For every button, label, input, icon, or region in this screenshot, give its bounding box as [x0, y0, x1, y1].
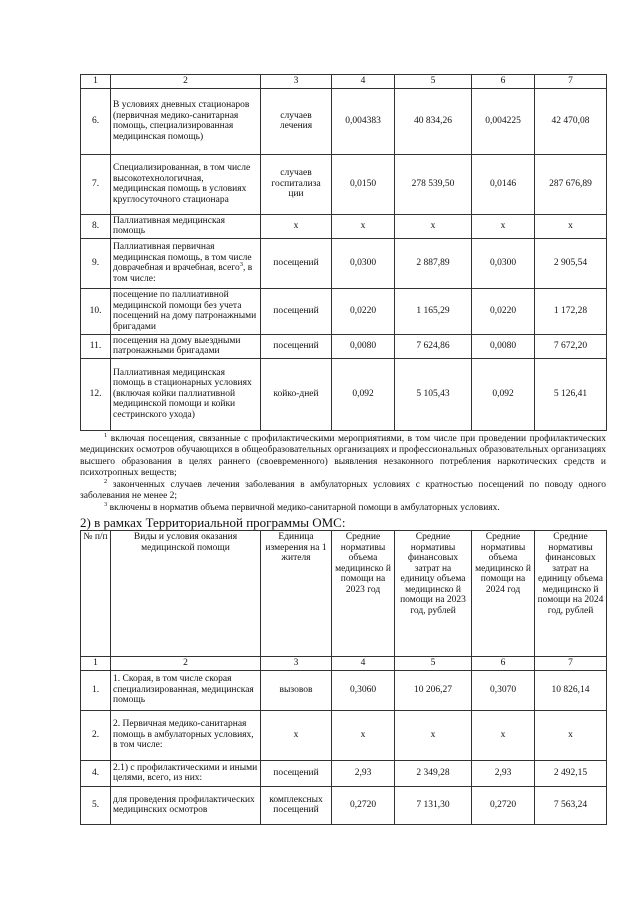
column-number-row: [81, 657, 607, 671]
row-cost-2023: 40 834,26: [395, 88, 472, 154]
row-unit: койко-дней: [261, 358, 332, 430]
row-name: посещения на дому выездными патронажными бригадами: [111, 334, 261, 358]
row-name: [111, 238, 261, 288]
row-name: 2.1) с профилактическими и иными целями, всего, из них:: [111, 760, 261, 786]
row-volume-2024: 2,93: [472, 760, 535, 786]
row-cost-2024: 2 905,54: [535, 238, 607, 288]
row-name: для проведения профилактических медицинских осмотров: [111, 786, 261, 824]
row-volume-2024: х: [472, 710, 535, 760]
section-title: 2) в рамках Территориальной программы ОМС:: [80, 515, 346, 530]
col-number: 4: [332, 657, 395, 671]
row-volume-2024: 0,004225: [472, 88, 535, 154]
row-volume-2023: 0,2720: [332, 786, 395, 824]
row-number: 4.: [81, 760, 111, 786]
row-cost-2023: 10 206,27: [395, 670, 472, 710]
col-number: 5: [395, 657, 472, 671]
row-cost-2024: 5 126,41: [535, 358, 607, 430]
row-cost-2024: 1 172,28: [535, 288, 607, 334]
row-volume-2024: 0,0080: [472, 334, 535, 358]
row-name: Специализированная, в том числе высокотехнологичная, медицинская помощь в условиях круглосуточного стационара: [111, 154, 261, 214]
row-unit: х: [261, 710, 332, 760]
footnote-3: [80, 500, 606, 515]
table-row: [81, 88, 607, 154]
col-number: 1: [81, 75, 111, 89]
footnote-text: законченных случаев лечения заболевания в амбулаторных условиях с кратностью посещений по поводу одного заболевания не менее 2;: [80, 479, 607, 501]
row-name: Паллиативная медицинская помощь: [111, 214, 261, 238]
row-cost-2023: х: [395, 710, 472, 760]
table-row: [81, 238, 607, 288]
row-number: 6.: [81, 88, 111, 154]
row-volume-2024: 0,3070: [472, 670, 535, 710]
row-unit: посещений: [261, 288, 332, 334]
row-cost-2023: 2 349,28: [395, 760, 472, 786]
header-cost-2024: Средние нормативы финансовых затрат на единицу объема медицинско й помощи на 2024 год, рублей: [535, 531, 607, 657]
row-number: 8.: [81, 214, 111, 238]
table-row: [81, 786, 607, 824]
footnote-ref: 3: [239, 260, 243, 268]
table-territorial-budget: [80, 74, 607, 431]
row-volume-2024: 0,0146: [472, 154, 535, 214]
row-volume-2023: 0,004383: [332, 88, 395, 154]
table-row: [81, 154, 607, 214]
table-row: [81, 288, 607, 334]
footnote-1: [80, 431, 606, 480]
row-name-text: Паллиативная первичная медицинская помощь, в том числе доврачебная и врачебная, всего: [113, 242, 252, 273]
column-number-row: [81, 75, 607, 89]
row-cost-2024: 42 470,08: [535, 88, 607, 154]
row-cost-2024: 7 672,20: [535, 334, 607, 358]
col-number: 2: [111, 657, 261, 671]
row-cost-2024: х: [535, 710, 607, 760]
row-number: 1.: [81, 670, 111, 710]
header-volume-2023: Средние нормативы объема медицинско й помощи на 2023 год: [332, 531, 395, 657]
table-row: [81, 334, 607, 358]
footnote-mark: 3: [104, 500, 108, 508]
table-row: [81, 358, 607, 430]
footnote-text: включены в норматив объема первичной медико-санитарной помощи в амбулаторных условиях.: [109, 502, 500, 513]
row-unit: случаев госпитализа ции: [261, 154, 332, 214]
row-volume-2023: 0,0300: [332, 238, 395, 288]
row-volume-2024: х: [472, 214, 535, 238]
table-row: [81, 760, 607, 786]
row-volume-2023: 0,092: [332, 358, 395, 430]
row-cost-2024: х: [535, 214, 607, 238]
footnotes: [80, 431, 607, 515]
header-unit: Единица измерения на 1 жителя: [261, 531, 332, 657]
row-volume-2024: 0,0220: [472, 288, 535, 334]
row-cost-2023: 278 539,50: [395, 154, 472, 214]
row-name: 1. Скорая, в том числе скорая специализированная, медицинская помощь: [111, 670, 261, 710]
row-number: 5.: [81, 786, 111, 824]
row-cost-2023: 2 887,89: [395, 238, 472, 288]
row-name: посещение по паллиативной медицинской помощи без учета посещений на дому патронажными бригадами: [111, 288, 261, 334]
row-cost-2023: 7 131,30: [395, 786, 472, 824]
col-number: 3: [261, 75, 332, 89]
row-cost-2024: 2 492,15: [535, 760, 607, 786]
col-number: 1: [81, 657, 111, 671]
row-volume-2023: 2,93: [332, 760, 395, 786]
row-volume-2023: х: [332, 214, 395, 238]
footnote-text: включая посещения, связанные с профилактическими мероприятиями, в том числе при проведении профилактических медицинских осмотров обучающихся в общеобразовательных организациях и профессиональных образовательных организациях высшего образования в целях раннего (своевременного) выявления незаконного потребления наркотических средств и психотропных веществ;: [80, 433, 606, 478]
table-row: [81, 214, 607, 238]
row-volume-2024: 0,092: [472, 358, 535, 430]
table-oms-program: [80, 530, 607, 825]
row-cost-2024: 7 563,24: [535, 786, 607, 824]
col-number: 2: [111, 75, 261, 89]
row-number: 11.: [81, 334, 111, 358]
row-cost-2023: 1 165,29: [395, 288, 472, 334]
row-number: 10.: [81, 288, 111, 334]
row-name: Паллиативная медицинская помощь в стационарных условиях (включая койки паллиативной медицинской помощи и койки сестринского ухода): [111, 358, 261, 430]
row-name: В условиях дневных стационаров (первичная медико-санитарная помощь, специализированная медицинская помощь): [111, 88, 261, 154]
row-number: 2.: [81, 710, 111, 760]
row-cost-2024: 10 826,14: [535, 670, 607, 710]
footnote-mark: 2: [104, 477, 108, 485]
row-volume-2023: 0,0150: [332, 154, 395, 214]
row-volume-2023: х: [332, 710, 395, 760]
col-number: 5: [395, 75, 472, 89]
header-cost-2023: Средние нормативы финансовых затрат на единицу объема медицинско й помощи на 2023 год, рублей: [395, 531, 472, 657]
row-volume-2023: 0,0220: [332, 288, 395, 334]
row-unit: комплексных посещений: [261, 786, 332, 824]
col-number: 3: [261, 657, 332, 671]
row-volume-2024: 0,0300: [472, 238, 535, 288]
row-cost-2024: 287 676,89: [535, 154, 607, 214]
row-unit: случаев лечения: [261, 88, 332, 154]
col-number: 4: [332, 75, 395, 89]
col-number: 7: [535, 657, 607, 671]
row-volume-2023: 0,3060: [332, 670, 395, 710]
header-row: [81, 531, 607, 657]
header-name: Виды и условия оказания медицинской помощи: [111, 531, 261, 657]
row-cost-2023: 5 105,43: [395, 358, 472, 430]
row-cost-2023: 7 624,86: [395, 334, 472, 358]
row-name-tail: , в том числе:: [113, 263, 253, 284]
row-unit: х: [261, 214, 332, 238]
row-cost-2023: х: [395, 214, 472, 238]
row-unit: посещений: [261, 238, 332, 288]
table-row: [81, 670, 607, 710]
table-row: [81, 710, 607, 760]
document-page: [80, 74, 606, 825]
row-number: 9.: [81, 238, 111, 288]
footnote-mark: 1: [104, 431, 108, 439]
col-number: 7: [535, 75, 607, 89]
col-number: 6: [472, 75, 535, 89]
footnote-2: [80, 477, 607, 503]
row-number: 12.: [81, 358, 111, 430]
row-name: 2. Первичная медико-санитарная помощь в амбулаторных условиях, в том числе:: [111, 710, 261, 760]
row-volume-2024: 0,2720: [472, 786, 535, 824]
col-number: 6: [472, 657, 535, 671]
row-number: 7.: [81, 154, 111, 214]
header-volume-2024: Средние нормативы объема медицинско й помощи на 2024 год: [472, 531, 535, 657]
header-num: № п/п: [81, 531, 111, 657]
row-volume-2023: 0,0080: [332, 334, 395, 358]
row-unit: посещений: [261, 760, 332, 786]
row-unit: посещений: [261, 334, 332, 358]
row-unit: вызовов: [261, 670, 332, 710]
